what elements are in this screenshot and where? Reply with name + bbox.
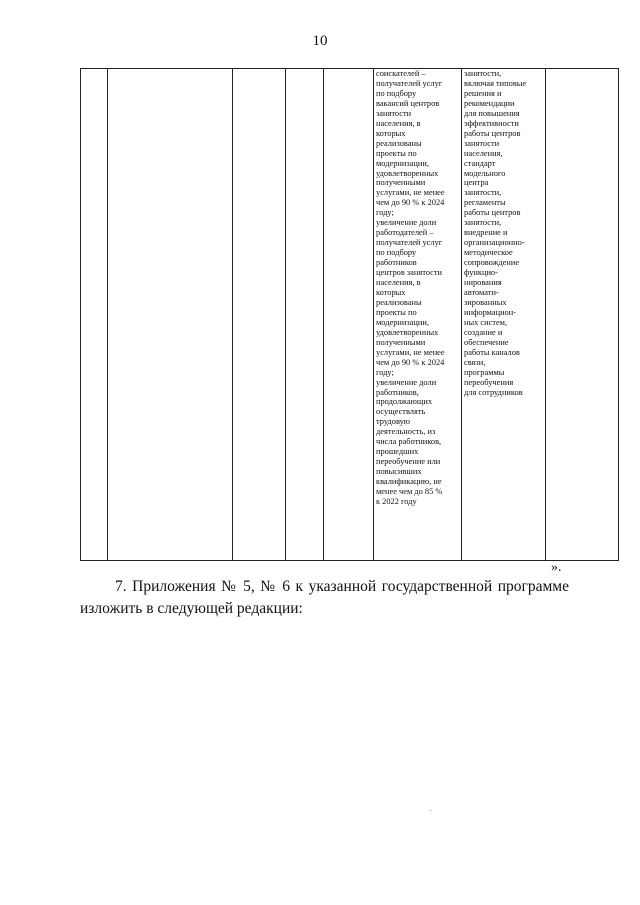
indicator-line: которых — [376, 128, 406, 138]
indicator-line: деятельность, из — [376, 427, 436, 437]
indicator-line: прошедших — [376, 447, 419, 457]
indicator-line: удовлетворенных — [376, 327, 439, 337]
measure-line: ных систем, — [464, 317, 508, 327]
indicator-line: удовлетворенных — [376, 168, 439, 178]
indicator-line: к 2022 году — [376, 496, 417, 506]
scan-artifact — [430, 810, 431, 811]
measure-line: работы центров — [464, 128, 521, 138]
indicator-line: которых — [376, 287, 406, 297]
indicator-line: центров занятости — [376, 268, 443, 278]
measure-line: сопровождение — [464, 258, 520, 268]
measure-line: внедрение и — [464, 228, 508, 238]
measure-line: методическое — [464, 248, 513, 258]
indicators-text — [374, 69, 461, 507]
measure-line: занятости, — [464, 218, 502, 228]
measure-line: для повышения — [464, 108, 520, 118]
measure-line: связи, — [464, 357, 486, 367]
indicator-line: модернизации, — [376, 158, 429, 168]
indicator-line: населения, в — [376, 278, 421, 288]
indicator-line: получателей услуг — [376, 78, 443, 88]
indicator-line: повысивших — [376, 467, 422, 477]
measure-line: населения, — [464, 148, 503, 158]
indicator-line: работников — [376, 258, 417, 268]
measure-line: занятости, — [464, 69, 502, 78]
indicator-line: проекты по — [376, 148, 417, 158]
measure-line: организационно- — [464, 238, 525, 248]
indicator-line: увеличение доли — [376, 377, 437, 387]
measure-line: обеспечение — [464, 337, 509, 347]
closing-quote: ». — [551, 560, 562, 575]
measure-line: рекомендации — [464, 98, 515, 108]
measure-line: функцио- — [464, 268, 498, 278]
indicator-line: получателей услуг — [376, 238, 443, 248]
indicator-line: полученными — [376, 178, 426, 188]
indicator-line: вакансий центров — [376, 98, 440, 108]
indicator-line: году; — [376, 367, 394, 377]
indicator-line: продолжающих — [376, 397, 433, 407]
indicator-line: году; — [376, 208, 394, 218]
indicator-line: чем до 90 % к 2024 — [376, 198, 445, 208]
measure-line: эффективности — [464, 118, 519, 128]
measure-line: зированных — [464, 297, 507, 307]
indicator-line: осуществлять — [376, 407, 426, 417]
table-cell-1 — [81, 69, 108, 561]
table-cell-5 — [324, 69, 374, 561]
table-cell-3 — [233, 69, 286, 561]
indicator-line: по подбору — [376, 248, 417, 258]
indicator-line: увеличение доли — [376, 218, 437, 228]
indicator-line: услугами, не менее — [376, 347, 445, 357]
body-paragraph: 7. Приложения № 5, № 6 к указанной государственной программе изложить в следующей редакции: — [80, 578, 569, 617]
indicator-line: модернизации, — [376, 317, 429, 327]
indicator-line: населения, в — [376, 118, 421, 128]
indicator-line: реализованы — [376, 297, 422, 307]
table-row — [81, 69, 619, 561]
indicator-line: по подбору — [376, 88, 417, 98]
measure-line: занятости, — [464, 188, 502, 198]
measure-line: работы центров — [464, 208, 521, 218]
table-cell-measures — [462, 69, 546, 561]
indicator-line: полученными — [376, 337, 426, 347]
measure-line: модельного — [464, 168, 506, 178]
indicator-line: проекты по — [376, 307, 417, 317]
measure-line: создание и — [464, 327, 503, 337]
measure-line: программы — [464, 367, 505, 377]
measure-line: информацион- — [464, 307, 517, 317]
table-cell-8 — [546, 69, 619, 561]
indicator-line: квалификацию, не — [376, 477, 442, 487]
measure-line: занятости — [464, 138, 500, 148]
measure-line: регламенты — [464, 198, 506, 208]
indicator-line: работодателей – — [376, 228, 434, 238]
measure-line: стандарт — [464, 158, 496, 168]
indicator-line: реализованы — [376, 138, 422, 148]
table-cell-4 — [286, 69, 324, 561]
measure-line: включая типовые — [464, 78, 527, 88]
indicator-line: соискателей – — [376, 69, 426, 78]
indicator-line: переобучение или — [376, 457, 441, 467]
measure-line: автомати- — [464, 287, 499, 297]
page-number: 10 — [312, 33, 328, 49]
indicator-line: числа работников, — [376, 437, 442, 447]
measure-line: нирования — [464, 278, 502, 288]
measure-line: работы каналов — [464, 347, 520, 357]
indicator-line: чем до 90 % к 2024 — [376, 357, 445, 367]
measure-line: решения и — [464, 88, 502, 98]
table-cell-indicators — [374, 69, 462, 561]
measure-line: переобучения — [464, 377, 514, 387]
indicator-line: трудовую — [376, 417, 411, 427]
indicator-line: занятости — [376, 108, 412, 118]
measure-line: для сотрудников — [464, 387, 523, 397]
indicator-line: услугами, не менее — [376, 188, 445, 198]
indicator-line: работников, — [376, 387, 419, 397]
table-cell-2 — [108, 69, 233, 561]
measures-text — [462, 69, 545, 397]
program-table — [80, 68, 619, 561]
indicator-line: менее чем до 85 % — [376, 487, 443, 497]
measure-line: центра — [464, 178, 489, 188]
